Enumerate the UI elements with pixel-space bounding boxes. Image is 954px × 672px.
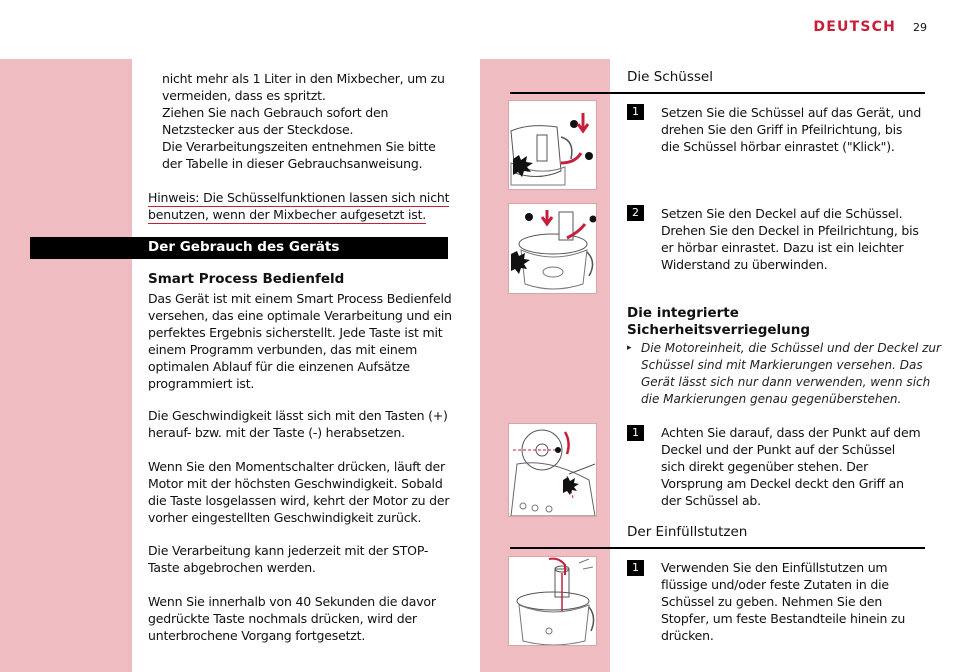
text-line: Deckel und der Punkt auf der Schüssel — [661, 442, 896, 457]
hint-note — [148, 189, 448, 223]
text-line: Taste abgebrochen werden. — [148, 560, 316, 575]
text-line: vermeiden, dass es spritzt. — [162, 88, 326, 103]
text-line: unterbrochene Vorgang fortgesetzt. — [148, 628, 366, 643]
text-line: optimalen Ablauf für die einzenen Aufsätze — [148, 359, 410, 374]
paragraph — [148, 407, 453, 441]
text-line: Netzstecker aus der Steckdose. — [162, 122, 354, 137]
step-text — [661, 205, 926, 273]
text-line: Gerät lässt sich nur dann verwenden, wenn sich — [641, 375, 931, 389]
step-text — [661, 104, 926, 155]
step-number: 1 — [627, 560, 644, 576]
lock-marks-drawing — [509, 424, 596, 516]
text-line: Motor mit der höchsten Geschwindigkeit. Sobald — [148, 476, 443, 491]
paragraph — [148, 593, 453, 644]
step-text — [661, 559, 926, 644]
text-line: Widerstand zu überwinden. — [661, 257, 828, 272]
text-line: Die Geschwindigkeit lässt sich mit den Tasten (+) — [148, 408, 448, 423]
text-line: Drehen Sie den Deckel in Pfeilrichtung, bis — [661, 223, 919, 238]
left-pink-margin — [0, 59, 132, 672]
text-line: Verwenden Sie den Einfüllstutzen um — [661, 560, 888, 575]
bowl-heading: Die Schüssel — [627, 69, 713, 85]
text-line: Setzen Sie den Deckel auf die Schüssel. — [661, 206, 903, 221]
paragraph — [148, 458, 453, 526]
smart-process-title: Smart Process Bedienfeld — [148, 271, 345, 287]
chute-heading: Der Einfüllstutzen — [627, 524, 748, 540]
text-line: der Tabelle in dieser Gebrauchsanweisung. — [162, 156, 423, 171]
text-line: herauf- bzw. mit der Taste (-) herabsetzen. — [148, 425, 405, 440]
text-line: Achten Sie darauf, dass der Punkt auf dem — [661, 425, 921, 440]
heading-rule — [510, 547, 925, 549]
text-line: er hörbar einrastet. Dazu ist ein leichter — [661, 240, 904, 255]
text-line: Sicherheitsverriegelung — [627, 322, 811, 338]
text-line: vorher eingestellten Geschwindigkeit zurück. — [148, 510, 422, 525]
bullet-icon: ▸ — [627, 343, 632, 353]
text-line: die Taste losgelassen wird, kehrt der Motor zu der — [148, 493, 450, 508]
text-line: programmiert ist. — [148, 376, 255, 391]
feed-tube-drawing — [509, 557, 596, 645]
bowl-attach-illustration — [508, 100, 597, 190]
lid-attach-illustration — [508, 203, 597, 294]
text-line: gedrückte Taste nochmals drücken, wird der — [148, 611, 417, 626]
text-line: Wenn Sie den Momentschalter drücken, läuft der — [148, 459, 445, 474]
text-line: drehen Sie den Griff in Pfeilrichtung, bis — [661, 122, 903, 137]
step-text — [661, 424, 926, 509]
text-line: drücken. — [661, 628, 714, 643]
intro-text — [162, 70, 452, 172]
text-line: einem Programm verbunden, das mit einem — [148, 342, 418, 357]
text-line: die Schüssel hörbar einrastet ("Klick"). — [661, 139, 895, 154]
text-line: Das Gerät ist mit einem Smart Process Bedienfeld — [148, 291, 452, 306]
safety-lock-title — [627, 305, 810, 339]
lid-attach-drawing — [509, 204, 596, 293]
text-line: Schüssel zu geben. Nehmen Sie den — [661, 594, 883, 609]
paragraph — [148, 290, 453, 392]
text-line: perfektes Ergebnis sicherstellt. Jede Taste ist mit — [148, 325, 443, 340]
text-line: Wenn Sie innerhalb von 40 Sekunden die davor — [148, 594, 436, 609]
text-line: Die integrierte — [627, 305, 739, 321]
feed-tube-illustration — [508, 556, 597, 646]
page-number: 29 — [913, 21, 927, 34]
paragraph — [148, 542, 453, 576]
section-title: Der Gebrauch des Geräts — [148, 239, 340, 255]
text-line: der Schüssel ab. — [661, 493, 761, 508]
step-number: 1 — [627, 104, 644, 120]
text-line: versehen, das eine optimale Verarbeitung und ein — [148, 308, 452, 323]
text-line: Setzen Sie die Schüssel auf das Gerät, und — [661, 105, 922, 120]
text-line: Die Motoreinheit, die Schüssel und der Deckel zur — [641, 341, 941, 355]
heading-rule — [510, 92, 925, 94]
text-line: Die Verarbeitung kann jederzeit mit der STOP- — [148, 543, 429, 558]
note-line: benutzen, wenn der Mixbecher aufgesetzt ist. — [148, 207, 427, 222]
text-line: Stopfer, um feste Bestandteile hinein zu — [661, 611, 906, 626]
language-label: DEUTSCH — [813, 19, 896, 35]
text-line: nicht mehr als 1 Liter in den Mixbecher, um zu — [162, 71, 445, 86]
text-line: flüssige und/oder feste Zutaten in die — [661, 577, 889, 592]
safety-lock-note — [627, 340, 941, 408]
step-number: 2 — [627, 205, 644, 221]
text-line: Vorsprung am Deckel deckt den Griff an — [661, 476, 904, 491]
text-line: die Markierungen genau gegenüberstehen. — [641, 392, 902, 406]
text-line: sich direkt gegenüber stehen. Der — [661, 459, 869, 474]
text-line: Ziehen Sie nach Gebrauch sofort den — [162, 105, 389, 120]
step-number: 1 — [627, 425, 644, 441]
text-line: Die Verarbeitungszeiten entnehmen Sie bitte — [162, 139, 436, 154]
bowl-attach-drawing — [509, 101, 596, 189]
note-line: Hinweis: Die Schüsselfunktionen lassen sich nicht — [148, 190, 450, 205]
lock-marks-illustration — [508, 423, 597, 517]
text-line: Schüssel sind mit Markierungen versehen. Das — [641, 358, 923, 372]
section-heading-bar — [30, 237, 448, 259]
